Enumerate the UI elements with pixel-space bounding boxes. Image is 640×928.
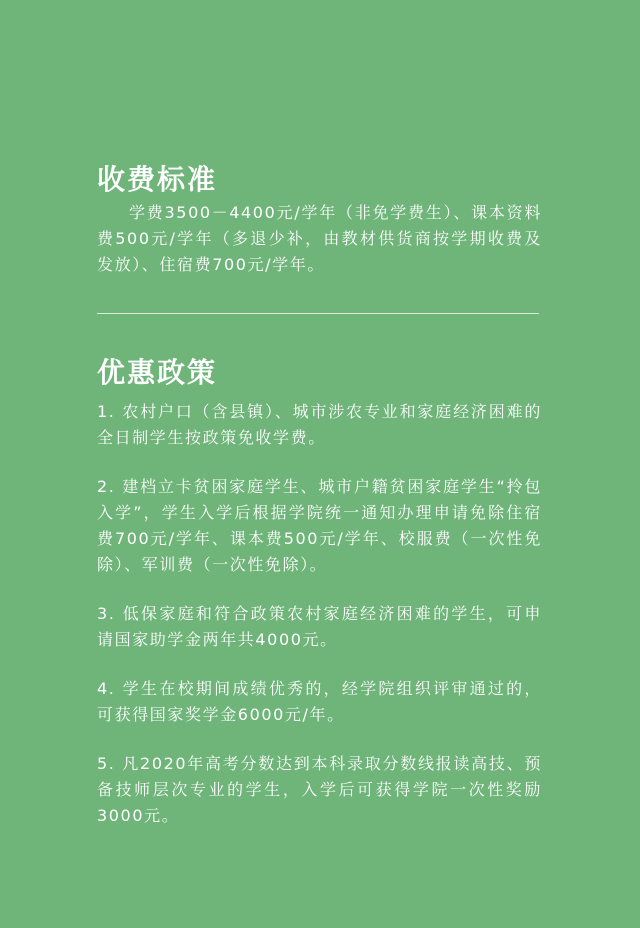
policies-title: 优惠政策 [97,356,218,389]
section-divider [97,313,539,314]
fees-text: 学费3500－4400元/学年（非免学费生）、课本资料费500元/学年（多退少补，由教材供货商按学期收费及发放）、住宿费700元/学年。 [97,203,542,274]
policy-item-5: 5. 凡2020年高考分数达到本科录取分数线报读高技、预备技师层次专业的学生，入学后可获得学院一次性奖励3000元。 [97,754,542,825]
policy-item-3: 3. 低保家庭和符合政策农村家庭经济困难的学生，可申请国家助学金两年共4000元。 [97,604,542,649]
policy-item-4: 4. 学生在校期间成绩优秀的，经学院组织评审通过的，可获得国家奖学金6000元/年。 [97,679,542,724]
policy-item-1: 1. 农村户口（含县镇）、城市涉农专业和家庭经济困难的全日制学生按政策免收学费。 [97,402,542,447]
policy-item-2: 2. 建档立卡贫困家庭学生、城市户籍贫困家庭学生“拎包入学”，学生入学后根据学院统一通知办理申请免除住宿费700元/学年、课本费500元/学年、校服费（一次性免除）、军训费（一次性免除）。 [97,477,542,574]
fees-title: 收费标准 [97,163,218,196]
content-area [97,160,542,852]
policies-list [97,399,542,829]
